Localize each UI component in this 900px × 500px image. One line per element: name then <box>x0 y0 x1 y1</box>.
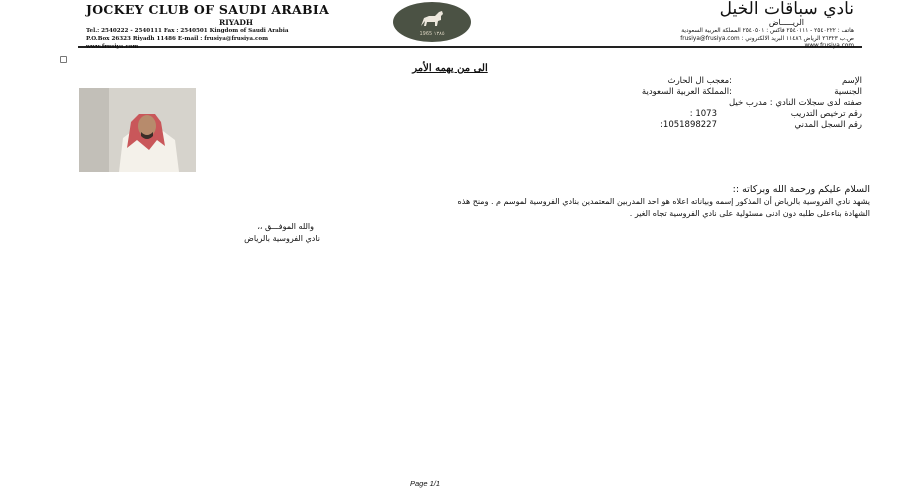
nationality-value: :المملكة العربية السعودية <box>641 87 732 97</box>
license-label: رقم ترخيص التدريب <box>790 109 862 119</box>
document-title: الى من يهمه الأمر <box>412 63 488 74</box>
letterhead <box>78 0 862 48</box>
horse-icon <box>415 8 449 30</box>
license-value: 1073 : <box>689 109 717 119</box>
body-line-1: يشهد نادي الفروسية بالرياض أن المذكور إسمه وبياناته اعلاه هو احد المدربين المعتمدين بنادي الفروسية لموسم م . ومنح هذه <box>457 197 870 206</box>
letterhead-arabic <box>534 0 854 51</box>
club-website-english: www.frusiya.com <box>86 44 139 50</box>
club-contact-line-2: P.O.Box 26323 Riyadh 11486 E-mail : frusiya@frusiya.com <box>86 36 269 42</box>
civil-id-value: 1051898227: <box>660 120 717 130</box>
club-contact-line-1: Tel.: 2540222 - 2540111 Fax : 2540501 Kingdom of Saudi Arabia <box>86 28 289 34</box>
club-city-english: RIYADH <box>218 18 254 27</box>
horse-emblem-icon <box>393 2 471 42</box>
club-website-arabic: www.frusiya.com <box>804 43 854 49</box>
closing-phrase: والله الموفـــق ،، <box>257 222 314 231</box>
club-city-arabic: الريـــــاض <box>768 18 804 27</box>
emblem-year: 1965 ١٣٨٥ <box>419 30 445 37</box>
club-name-english: JOCKEY CLUB OF SAUDI ARABIA <box>86 2 330 17</box>
role-label: صفته لدى سجلات النادي : مدرب خيل <box>728 98 862 108</box>
signature: نادي الفروسية بالرياض <box>244 234 320 243</box>
personal-info <box>560 76 862 132</box>
nationality-label: الجنسية <box>834 87 862 97</box>
small-square-icon <box>60 56 67 63</box>
letter-body <box>190 184 870 220</box>
club-contact-arabic-2: ص.ب ٢٦٣٢٣ الرياض ١١٤٨٦ البريد الالكتروني : frusiya@frusiya.com <box>680 35 854 42</box>
closing-block <box>190 221 320 245</box>
greeting: السلام عليكم ورحمة الله وبركاته :: <box>732 184 870 195</box>
club-name-arabic: نادي سباقات الخيل <box>719 0 854 19</box>
body-line-2: الشهادة بناءعلى طلبه دون ادنى مسئولية على نادي الفروسية تجاه الغير . <box>629 209 870 218</box>
page-number: Page 1/1 <box>409 479 441 488</box>
name-label: الإسم <box>842 76 862 86</box>
person-photo <box>79 88 196 172</box>
club-contact-arabic-1: هاتف : ٢٥٤٠٢٢٢ - ٢٥٤٠١١١ فاكس : ٢٥٤٠٥٠١ المملكة العربية السعودية <box>681 28 854 34</box>
name-value: :معجب ال الحارث <box>667 76 732 86</box>
civil-id-label: رقم السجل المدني <box>794 120 862 130</box>
letterhead-english <box>86 2 386 51</box>
